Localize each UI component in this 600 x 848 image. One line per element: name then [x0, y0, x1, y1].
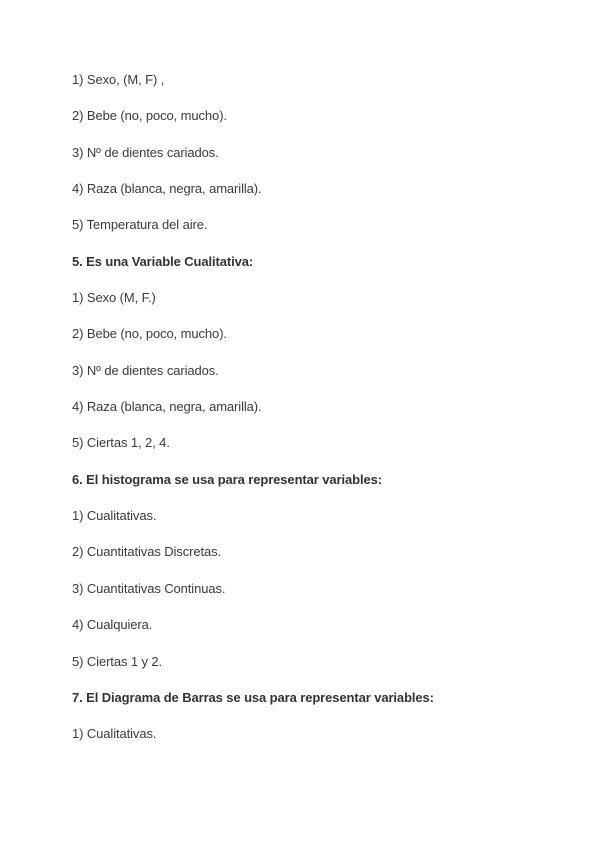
answer-option: 4) Raza (blanca, negra, amarilla).	[72, 399, 262, 415]
answer-option: 1) Cualitativas.	[72, 726, 157, 742]
question-heading: 6. El histograma se usa para representar variables:	[72, 471, 382, 487]
answer-option: 5) Temperatura del aire.	[72, 217, 208, 233]
answer-option: 4) Cualquiera.	[72, 617, 153, 633]
answer-option: 4) Raza (blanca, negra, amarilla).	[72, 181, 262, 197]
answer-option: 1) Cualitativas.	[72, 508, 157, 524]
answer-option: 3) Nº de dientes cariados.	[72, 144, 219, 160]
answer-option: 2) Bebe (no, poco, mucho).	[72, 326, 227, 342]
answer-option: 3) Cuantitativas Continuas.	[72, 580, 226, 596]
answer-option: 2) Cuantitativas Discretas.	[72, 544, 222, 560]
answer-option: 3) Nº de dientes cariados.	[72, 362, 219, 378]
document-page	[72, 71, 572, 762]
question-heading: 7. El Diagrama de Barras se usa para representar variables:	[72, 689, 434, 705]
answer-option: 5) Ciertas 1, 2, 4.	[72, 435, 170, 451]
answer-option: 1) Sexo (M, F.)	[72, 290, 156, 306]
answer-option: 2) Bebe (no, poco, mucho).	[72, 108, 227, 124]
question-heading: 5. Es una Variable Cualitativa:	[72, 253, 254, 269]
answer-option: 5) Ciertas 1 y 2.	[72, 653, 163, 669]
answer-option: 1) Sexo, (M, F) ,	[72, 72, 165, 87]
